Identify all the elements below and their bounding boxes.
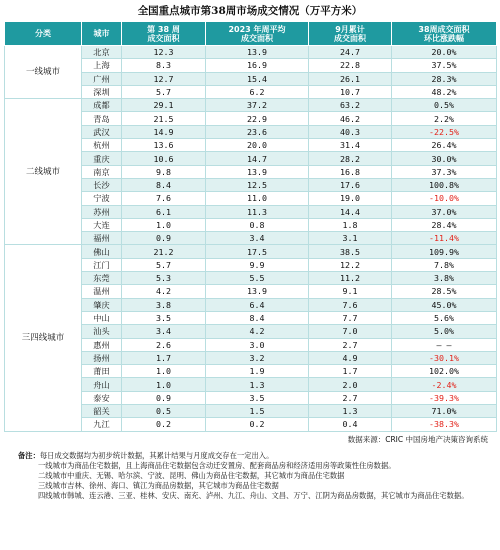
week38-cell: 1.7	[122, 351, 206, 364]
avg2023-cell: 6.4	[206, 298, 309, 311]
sepCum-cell: 2.0	[309, 378, 392, 391]
avg2023-cell: 37.2	[206, 99, 309, 112]
avg2023-cell: 12.5	[206, 178, 309, 191]
header-change: 38周成交面积 环比涨跌幅	[392, 22, 497, 46]
week38-cell: 5.3	[122, 272, 206, 285]
week38-cell: 21.2	[122, 245, 206, 258]
header-city: 城市	[82, 22, 122, 46]
city-cell: 青岛	[82, 112, 122, 125]
city-cell: 广州	[82, 72, 122, 85]
avg2023-cell: 23.6	[206, 125, 309, 138]
city-cell: 武汉	[82, 125, 122, 138]
sepCum-cell: 4.9	[309, 351, 392, 364]
city-cell: 长沙	[82, 178, 122, 191]
sepCum-cell: 7.6	[309, 298, 392, 311]
city-cell: 深圳	[82, 85, 122, 98]
city-cell: 宁波	[82, 192, 122, 205]
category-cell: 二线城市	[5, 99, 82, 245]
week38-cell: 8.4	[122, 178, 206, 191]
sepCum-cell: 24.7	[309, 46, 392, 59]
table-row	[5, 99, 497, 112]
sepCum-cell: 40.3	[309, 125, 392, 138]
change-cell: 37.0%	[392, 205, 497, 218]
avg2023-cell: 17.5	[206, 245, 309, 258]
avg2023-cell: 9.9	[206, 258, 309, 271]
change-cell: 5.6%	[392, 311, 497, 324]
week38-cell: 7.6	[122, 192, 206, 205]
change-cell: 0.5%	[392, 99, 497, 112]
category-cell: 一线城市	[5, 46, 82, 99]
avg2023-cell: 1.5	[206, 405, 309, 418]
avg2023-cell: 11.3	[206, 205, 309, 218]
sepCum-cell: 28.2	[309, 152, 392, 165]
week38-cell: 1.0	[122, 365, 206, 378]
table-row	[5, 46, 497, 59]
avg2023-cell: 1.3	[206, 378, 309, 391]
city-cell: 上海	[82, 59, 122, 72]
sepCum-cell: 1.3	[309, 405, 392, 418]
change-cell: — —	[392, 338, 497, 351]
change-cell: 48.2%	[392, 85, 497, 98]
change-cell: 30.0%	[392, 152, 497, 165]
change-cell: 28.4%	[392, 218, 497, 231]
change-cell: 45.0%	[392, 298, 497, 311]
change-cell: 2.2%	[392, 112, 497, 125]
note-line-3: 二线城市中重庆、无锡、哈尔滨、宁波、昆明、佛山为商品住宅数据，其它城市为商品住宅数据	[38, 471, 345, 481]
city-cell: 江门	[82, 258, 122, 271]
week38-cell: 10.6	[122, 152, 206, 165]
change-cell: 71.0%	[392, 405, 497, 418]
avg2023-cell: 13.9	[206, 46, 309, 59]
week38-cell: 12.7	[122, 72, 206, 85]
sepCum-cell: 3.1	[309, 232, 392, 245]
avg2023-cell: 0.2	[206, 418, 309, 431]
table-row	[5, 245, 497, 258]
change-cell: 20.0%	[392, 46, 497, 59]
week38-cell: 8.3	[122, 59, 206, 72]
avg2023-cell: 11.0	[206, 192, 309, 205]
avg2023-cell: 3.0	[206, 338, 309, 351]
sepCum-cell: 7.0	[309, 325, 392, 338]
avg2023-cell: 20.0	[206, 139, 309, 152]
avg2023-cell: 13.9	[206, 165, 309, 178]
sepCum-cell: 1.7	[309, 365, 392, 378]
city-cell: 佛山	[82, 245, 122, 258]
note-line-5: 四线城市韩城、连云港、三亚、桂林、安庆、南充、泸州、九江、舟山、文昌、万宁、江阴为商品房数据，其它城市为商品住宅数据。	[38, 491, 469, 501]
sepCum-cell: 12.2	[309, 258, 392, 271]
header-category: 分类	[5, 22, 82, 46]
avg2023-cell: 3.4	[206, 232, 309, 245]
notes-section	[18, 451, 490, 502]
data-source: 数据来源：CRIC 中国房地产决策咨询系统	[347, 434, 488, 444]
change-cell: 100.8%	[392, 178, 497, 191]
city-cell: 九江	[82, 418, 122, 431]
change-cell: -22.5%	[392, 125, 497, 138]
week38-cell: 0.9	[122, 391, 206, 404]
note-line-4: 三线城市吉林、徐州、海口、镇江为商品房数据，其它城市为商品住宅数据	[38, 481, 279, 491]
week38-cell: 4.2	[122, 285, 206, 298]
avg2023-cell: 14.7	[206, 152, 309, 165]
sepCum-cell: 31.4	[309, 139, 392, 152]
week38-cell: 12.3	[122, 46, 206, 59]
change-cell: 109.9%	[392, 245, 497, 258]
header-week38: 第 38 周 成交面积	[122, 22, 206, 46]
sepCum-cell: 19.0	[309, 192, 392, 205]
week38-cell: 3.5	[122, 311, 206, 324]
city-cell: 汕头	[82, 325, 122, 338]
note-line-2: 一线城市为商品住宅数据，且上海商品住宅数据包含动迁安置房、配套商品房和经济适用房等政策性住房数据。	[38, 460, 396, 470]
avg2023-cell: 3.2	[206, 351, 309, 364]
city-cell: 韶关	[82, 405, 122, 418]
transaction-table	[4, 21, 497, 432]
table-body	[5, 46, 497, 432]
table-header-row	[5, 22, 497, 46]
avg2023-cell: 6.2	[206, 85, 309, 98]
change-cell: -39.3%	[392, 391, 497, 404]
change-cell: 28.5%	[392, 285, 497, 298]
sepCum-cell: 63.2	[309, 99, 392, 112]
change-cell: 102.0%	[392, 365, 497, 378]
sepCum-cell: 16.8	[309, 165, 392, 178]
sepCum-cell: 38.5	[309, 245, 392, 258]
sepCum-cell: 7.7	[309, 311, 392, 324]
week38-cell: 0.2	[122, 418, 206, 431]
city-cell: 福州	[82, 232, 122, 245]
sepCum-cell: 10.7	[309, 85, 392, 98]
week38-cell: 13.6	[122, 139, 206, 152]
week38-cell: 14.9	[122, 125, 206, 138]
avg2023-cell: 22.9	[206, 112, 309, 125]
avg2023-cell: 13.9	[206, 285, 309, 298]
city-cell: 惠州	[82, 338, 122, 351]
week38-cell: 5.7	[122, 258, 206, 271]
category-cell: 三四线城市	[5, 245, 82, 431]
week38-cell: 0.5	[122, 405, 206, 418]
week38-cell: 0.9	[122, 232, 206, 245]
change-cell: 37.3%	[392, 165, 497, 178]
city-cell: 成都	[82, 99, 122, 112]
sepCum-cell: 26.1	[309, 72, 392, 85]
city-cell: 中山	[82, 311, 122, 324]
avg2023-cell: 4.2	[206, 325, 309, 338]
week38-cell: 5.7	[122, 85, 206, 98]
week38-cell: 1.0	[122, 378, 206, 391]
city-cell: 苏州	[82, 205, 122, 218]
change-cell: 7.8%	[392, 258, 497, 271]
change-cell: 37.5%	[392, 59, 497, 72]
avg2023-cell: 0.8	[206, 218, 309, 231]
table-title: 全国重点城市第38周市场成交情况（万平方米）	[137, 5, 363, 17]
avg2023-cell: 1.9	[206, 365, 309, 378]
avg2023-cell: 15.4	[206, 72, 309, 85]
sepCum-cell: 9.1	[309, 285, 392, 298]
week38-cell: 2.6	[122, 338, 206, 351]
change-cell: 28.3%	[392, 72, 497, 85]
change-cell: -30.1%	[392, 351, 497, 364]
change-cell: 26.4%	[392, 139, 497, 152]
sepCum-cell: 2.7	[309, 338, 392, 351]
sepCum-cell: 17.6	[309, 178, 392, 191]
change-cell: -11.4%	[392, 232, 497, 245]
sepCum-cell: 11.2	[309, 272, 392, 285]
city-cell: 东莞	[82, 272, 122, 285]
week38-cell: 3.8	[122, 298, 206, 311]
week38-cell: 29.1	[122, 99, 206, 112]
week38-cell: 3.4	[122, 325, 206, 338]
city-cell: 扬州	[82, 351, 122, 364]
notes-label: 备注：	[18, 450, 40, 460]
city-cell: 重庆	[82, 152, 122, 165]
week38-cell: 21.5	[122, 112, 206, 125]
avg2023-cell: 5.5	[206, 272, 309, 285]
header-avg2023: 2023 年周平均 成交面积	[206, 22, 309, 46]
sepCum-cell: 46.2	[309, 112, 392, 125]
note-text: 每日成交数据均为初步统计数据，其累计结果与月度成交存在一定出入。	[39, 450, 274, 460]
city-cell: 杭州	[82, 139, 122, 152]
note-line-1	[18, 451, 490, 461]
city-cell: 泰安	[82, 391, 122, 404]
change-cell: 5.0%	[392, 325, 497, 338]
avg2023-cell: 3.5	[206, 391, 309, 404]
city-cell: 肇庆	[82, 298, 122, 311]
change-cell: -38.3%	[392, 418, 497, 431]
sepCum-cell: 22.8	[309, 59, 392, 72]
sepCum-cell: 14.4	[309, 205, 392, 218]
city-cell: 大连	[82, 218, 122, 231]
change-cell: -2.4%	[392, 378, 497, 391]
city-cell: 舟山	[82, 378, 122, 391]
city-cell: 北京	[82, 46, 122, 59]
avg2023-cell: 16.9	[206, 59, 309, 72]
avg2023-cell: 8.4	[206, 311, 309, 324]
sepCum-cell: 0.4	[309, 418, 392, 431]
change-cell: -10.0%	[392, 192, 497, 205]
city-cell: 南京	[82, 165, 122, 178]
header-sep-cumulative: 9月累计 成交面积	[309, 22, 392, 46]
week38-cell: 6.1	[122, 205, 206, 218]
week38-cell: 9.8	[122, 165, 206, 178]
sepCum-cell: 2.7	[309, 391, 392, 404]
city-cell: 莆田	[82, 365, 122, 378]
week38-cell: 1.0	[122, 218, 206, 231]
sepCum-cell: 1.8	[309, 218, 392, 231]
city-cell: 温州	[82, 285, 122, 298]
change-cell: 3.8%	[392, 272, 497, 285]
